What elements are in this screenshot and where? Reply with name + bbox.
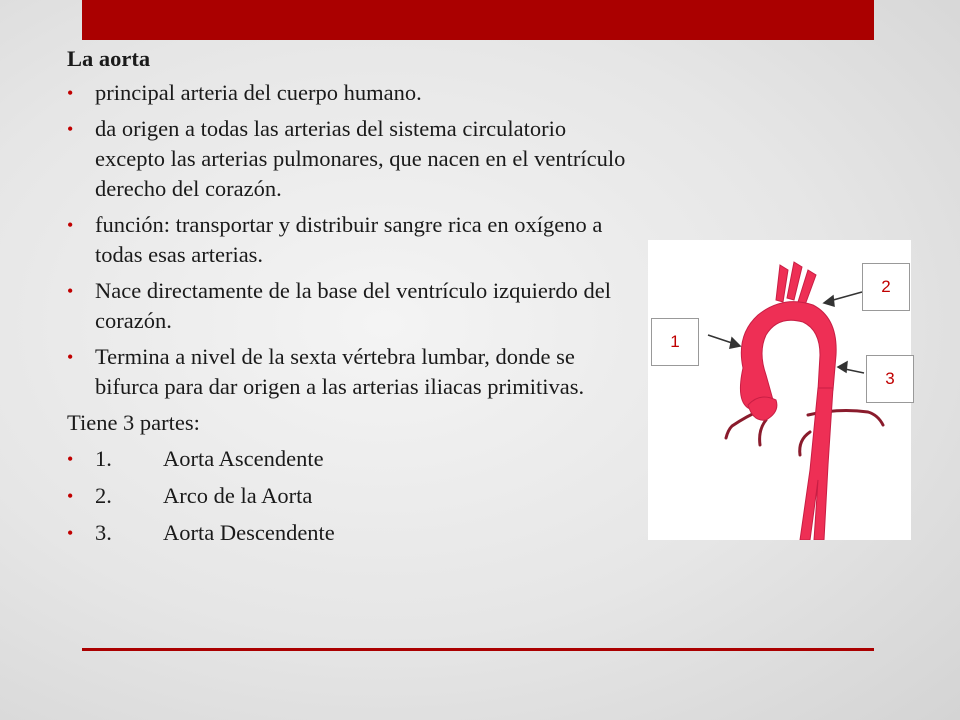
bullet-dot-icon: • — [67, 486, 74, 506]
bullet-dot-icon: • — [67, 449, 74, 469]
bullet-text: da origen a todas las arterias del sistema circulatorio excepto las arterias pulmonares, que nacen en el ventrículo derecho del corazón. — [95, 116, 626, 201]
part-name: Arco de la Aorta — [163, 483, 313, 508]
part-number: 3. — [95, 520, 112, 545]
aorta-body — [740, 262, 836, 540]
bullet-text: función: transportar y distribuir sangre rica en oxígeno a todas esas arterias. — [95, 212, 603, 267]
parts-list — [67, 444, 627, 548]
bottom-accent-line — [82, 648, 874, 651]
bullet-dot-icon: • — [67, 347, 74, 367]
bullet-text: Termina a nivel de la sexta vértebra lumbar, donde se bifurca para dar origen a las arterias iliacas primitivas. — [95, 344, 585, 399]
part-number: 2. — [95, 483, 112, 508]
part-item — [67, 481, 627, 511]
side-branches — [726, 408, 883, 455]
bullet-dot-icon: • — [67, 523, 74, 543]
bullet-item — [67, 114, 627, 204]
bullet-item — [67, 78, 627, 108]
parts-intro: Tiene 3 partes: — [67, 410, 200, 435]
bullet-item — [67, 276, 627, 336]
part-number: 1. — [95, 446, 112, 471]
label-box-ascending: 1 — [651, 318, 699, 366]
part-item — [67, 518, 627, 548]
part-name: Aorta Ascendente — [163, 446, 324, 471]
label-box-descending: 3 — [866, 355, 914, 403]
bullet-dot-icon: • — [67, 83, 74, 103]
bullet-item — [67, 210, 627, 270]
bullet-dot-icon: • — [67, 215, 74, 235]
label-box-arch: 2 — [862, 263, 910, 311]
top-accent-bar — [82, 0, 874, 40]
bullet-text: principal arteria del cuerpo humano. — [95, 80, 422, 105]
bullet-dot-icon: • — [67, 281, 74, 301]
part-item — [67, 444, 627, 474]
bullet-item — [67, 342, 627, 402]
slide-body — [67, 44, 627, 555]
slide-heading: La aorta — [67, 46, 151, 71]
bullet-list — [67, 78, 627, 402]
part-name: Aorta Descendente — [163, 520, 335, 545]
bullet-text: Nace directamente de la base del ventrículo izquierdo del corazón. — [95, 278, 612, 333]
bullet-dot-icon: • — [67, 119, 74, 139]
